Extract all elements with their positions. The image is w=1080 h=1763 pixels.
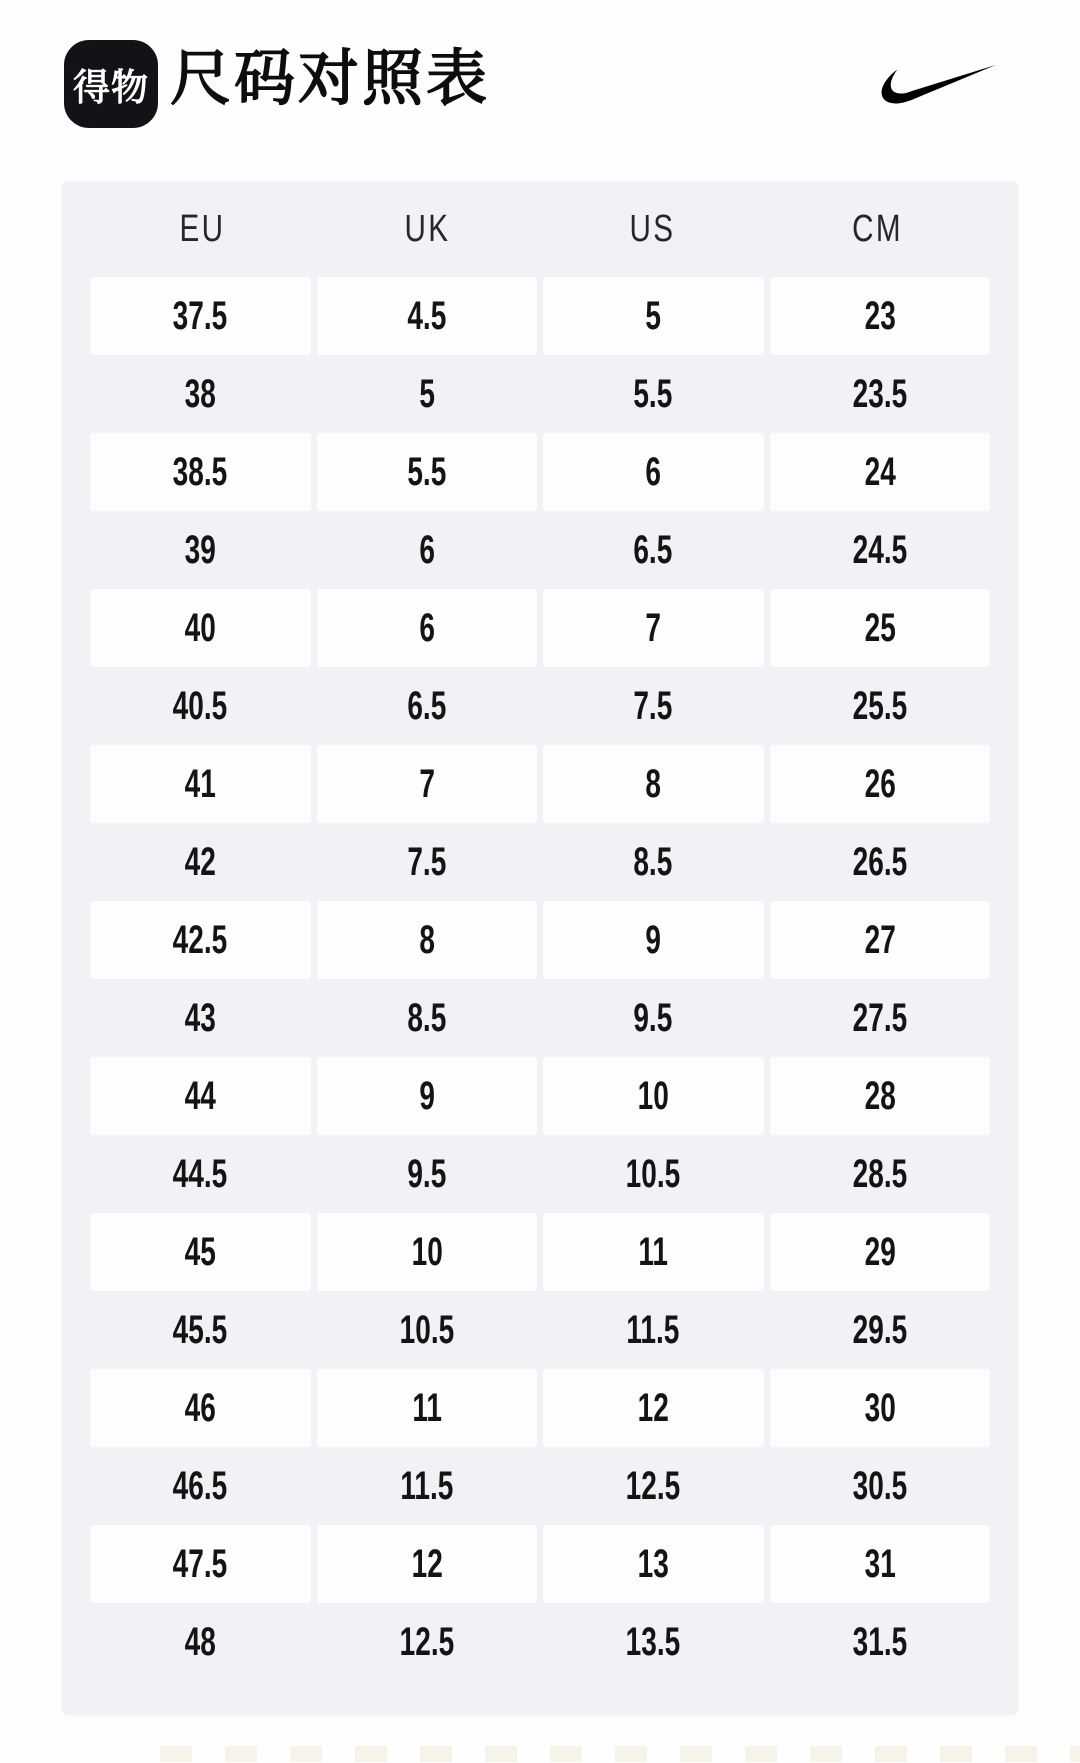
column-header-cm xyxy=(765,208,990,251)
size-value: 24.5 xyxy=(852,527,907,572)
size-value: 42 xyxy=(184,839,216,884)
size-cell-eu xyxy=(90,1135,311,1213)
bottom-dashed-divider xyxy=(160,1746,1080,1762)
size-cell-cm xyxy=(770,1213,991,1291)
size-value: 45.5 xyxy=(172,1307,228,1352)
table-row-eu-42 xyxy=(90,823,990,901)
table-row-eu-44.5 xyxy=(90,1135,990,1213)
size-value: 41 xyxy=(184,761,216,806)
size-cell-uk xyxy=(317,667,538,745)
size-cell-cm xyxy=(770,1291,991,1369)
size-cell-uk xyxy=(317,1135,538,1213)
size-cell-eu xyxy=(90,277,311,355)
size-cell-cm xyxy=(770,1135,991,1213)
dewu-logo xyxy=(64,40,158,128)
size-cell-us xyxy=(543,745,764,823)
column-header-uk xyxy=(315,208,540,251)
size-value: 48 xyxy=(184,1619,216,1664)
size-cell-us xyxy=(543,277,764,355)
size-value: 39 xyxy=(184,527,216,572)
size-cell-uk xyxy=(317,1525,538,1603)
size-value: 9 xyxy=(418,1073,435,1118)
size-cell-uk xyxy=(317,1369,538,1447)
size-value: 6 xyxy=(418,527,435,572)
size-value: 9.5 xyxy=(633,995,673,1040)
size-cell-eu xyxy=(90,1369,311,1447)
size-value: 38 xyxy=(184,371,216,416)
size-cell-cm xyxy=(770,355,991,433)
size-cell-cm xyxy=(770,979,991,1057)
size-value: 26 xyxy=(864,761,896,806)
size-cell-eu xyxy=(90,823,311,901)
column-header-label: US xyxy=(629,208,676,250)
size-cell-cm xyxy=(770,589,991,667)
column-header-us xyxy=(540,208,765,251)
size-cell-uk xyxy=(317,1447,538,1525)
size-value: 5 xyxy=(418,371,435,416)
size-value: 11.5 xyxy=(626,1307,680,1352)
table-row-eu-45 xyxy=(90,1213,990,1291)
size-value: 25.5 xyxy=(852,683,907,728)
table-row-eu-43 xyxy=(90,979,990,1057)
table-body xyxy=(62,277,1018,1681)
size-value: 30.5 xyxy=(852,1463,907,1508)
size-cell-us xyxy=(543,355,764,433)
size-value: 6 xyxy=(645,449,662,494)
size-value: 29.5 xyxy=(852,1307,907,1352)
size-value: 6.5 xyxy=(633,527,673,572)
size-value: 10.5 xyxy=(625,1151,681,1196)
size-value: 40 xyxy=(184,605,216,650)
size-value: 24 xyxy=(864,449,896,494)
size-value: 30 xyxy=(864,1385,896,1430)
size-value: 26.5 xyxy=(852,839,907,884)
size-cell-uk xyxy=(317,1213,538,1291)
size-value: 5 xyxy=(645,293,662,338)
size-cell-eu xyxy=(90,1603,311,1681)
size-cell-eu xyxy=(90,1213,311,1291)
size-value: 8 xyxy=(645,761,662,806)
table-row-eu-41 xyxy=(90,745,990,823)
table-row-eu-46.5 xyxy=(90,1447,990,1525)
size-cell-us xyxy=(543,1135,764,1213)
size-value: 10.5 xyxy=(399,1307,454,1352)
size-cell-us xyxy=(543,979,764,1057)
page-header xyxy=(0,0,1080,182)
size-value: 45 xyxy=(184,1229,216,1274)
table-row-eu-42.5 xyxy=(90,901,990,979)
table-row-eu-47.5 xyxy=(90,1525,990,1603)
size-cell-uk xyxy=(317,823,538,901)
size-cell-eu xyxy=(90,745,311,823)
size-cell-cm xyxy=(770,433,991,511)
size-cell-uk xyxy=(317,1603,538,1681)
size-value: 10 xyxy=(637,1073,669,1118)
size-value: 7.5 xyxy=(633,683,673,728)
size-cell-us xyxy=(543,901,764,979)
size-value: 44.5 xyxy=(172,1151,228,1196)
size-value: 9.5 xyxy=(407,1151,447,1196)
size-value: 11 xyxy=(411,1385,442,1430)
size-cell-eu xyxy=(90,1447,311,1525)
size-cell-cm xyxy=(770,1447,991,1525)
size-cell-cm xyxy=(770,1603,991,1681)
size-value: 11.5 xyxy=(400,1463,454,1508)
size-value: 29 xyxy=(864,1229,896,1274)
size-value: 43 xyxy=(184,995,216,1040)
size-cell-uk xyxy=(317,979,538,1057)
size-cell-eu xyxy=(90,901,311,979)
size-cell-eu xyxy=(90,433,311,511)
size-value: 6.5 xyxy=(407,683,447,728)
size-cell-uk xyxy=(317,745,538,823)
size-cell-cm xyxy=(770,901,991,979)
size-value: 28.5 xyxy=(852,1151,907,1196)
column-header-label: CM xyxy=(852,208,903,250)
size-value: 28 xyxy=(864,1073,896,1118)
size-cell-eu xyxy=(90,355,311,433)
size-cell-us xyxy=(543,1057,764,1135)
size-cell-eu xyxy=(90,1057,311,1135)
size-value: 31.5 xyxy=(852,1619,907,1664)
size-value: 8.5 xyxy=(633,839,673,884)
dewu-logo-text: 得物 xyxy=(73,67,149,108)
table-row-eu-48 xyxy=(90,1603,990,1681)
size-cell-us xyxy=(543,1369,764,1447)
size-conversion-table xyxy=(62,182,1018,1715)
size-cell-cm xyxy=(770,1057,991,1135)
table-row-eu-40 xyxy=(90,589,990,667)
size-cell-cm xyxy=(770,1369,991,1447)
size-cell-us xyxy=(543,433,764,511)
table-row-eu-38 xyxy=(90,355,990,433)
size-value: 23 xyxy=(864,293,896,338)
size-cell-us xyxy=(543,1447,764,1525)
size-value: 31 xyxy=(864,1541,896,1586)
size-cell-us xyxy=(543,1213,764,1291)
size-cell-uk xyxy=(317,589,538,667)
table-row-eu-45.5 xyxy=(90,1291,990,1369)
size-cell-uk xyxy=(317,277,538,355)
table-header-row xyxy=(62,182,1018,277)
table-row-eu-40.5 xyxy=(90,667,990,745)
size-cell-cm xyxy=(770,823,991,901)
size-value: 40.5 xyxy=(172,683,228,728)
size-cell-us xyxy=(543,1291,764,1369)
table-row-eu-44 xyxy=(90,1057,990,1135)
size-cell-eu xyxy=(90,511,311,589)
size-cell-uk xyxy=(317,1291,538,1369)
size-cell-us xyxy=(543,511,764,589)
size-value: 44 xyxy=(184,1073,216,1118)
size-value: 38.5 xyxy=(172,449,228,494)
size-value: 9 xyxy=(645,917,662,962)
size-value: 13.5 xyxy=(625,1619,681,1664)
size-value: 8.5 xyxy=(407,995,447,1040)
size-value: 5.5 xyxy=(407,449,447,494)
size-value: 13 xyxy=(637,1541,669,1586)
column-header-label: UK xyxy=(404,208,451,250)
size-value: 10 xyxy=(411,1229,443,1274)
size-value: 12 xyxy=(637,1385,669,1430)
size-value: 42.5 xyxy=(172,917,228,962)
size-value: 11 xyxy=(638,1229,669,1274)
size-cell-cm xyxy=(770,745,991,823)
size-cell-us xyxy=(543,589,764,667)
table-row-eu-46 xyxy=(90,1369,990,1447)
size-value: 7 xyxy=(418,761,435,806)
size-value: 6 xyxy=(418,605,435,650)
size-value: 27 xyxy=(864,917,896,962)
size-cell-us xyxy=(543,1603,764,1681)
size-cell-us xyxy=(543,1525,764,1603)
size-value: 23.5 xyxy=(852,371,907,416)
size-value: 12.5 xyxy=(399,1619,454,1664)
size-value: 46 xyxy=(184,1385,216,1430)
size-cell-uk xyxy=(317,355,538,433)
size-value: 7.5 xyxy=(407,839,447,884)
size-value: 12 xyxy=(411,1541,443,1586)
table-row-eu-37.5 xyxy=(90,277,990,355)
size-value: 7 xyxy=(645,605,662,650)
size-cell-us xyxy=(543,823,764,901)
table-row-eu-39 xyxy=(90,511,990,589)
size-value: 8 xyxy=(418,917,435,962)
size-cell-uk xyxy=(317,511,538,589)
size-cell-eu xyxy=(90,979,311,1057)
size-cell-eu xyxy=(90,589,311,667)
column-header-label: EU xyxy=(179,208,226,250)
size-cell-cm xyxy=(770,511,991,589)
size-cell-cm xyxy=(770,277,991,355)
size-cell-uk xyxy=(317,433,538,511)
size-cell-uk xyxy=(317,901,538,979)
size-value: 47.5 xyxy=(172,1541,228,1586)
size-value: 5.5 xyxy=(633,371,673,416)
size-value: 12.5 xyxy=(625,1463,681,1508)
size-cell-eu xyxy=(90,1525,311,1603)
size-value: 46.5 xyxy=(172,1463,228,1508)
size-value: 25 xyxy=(864,605,896,650)
size-cell-cm xyxy=(770,1525,991,1603)
page-title: 尺码对照表 xyxy=(170,44,491,112)
size-cell-uk xyxy=(317,1057,538,1135)
table-row-eu-38.5 xyxy=(90,433,990,511)
size-value: 27.5 xyxy=(852,995,907,1040)
size-cell-eu xyxy=(90,667,311,745)
size-cell-cm xyxy=(770,667,991,745)
nike-swoosh-icon xyxy=(878,60,996,108)
column-header-eu xyxy=(90,208,315,251)
size-value: 4.5 xyxy=(407,293,447,338)
size-cell-eu xyxy=(90,1291,311,1369)
size-cell-us xyxy=(543,667,764,745)
size-value: 37.5 xyxy=(172,293,228,338)
